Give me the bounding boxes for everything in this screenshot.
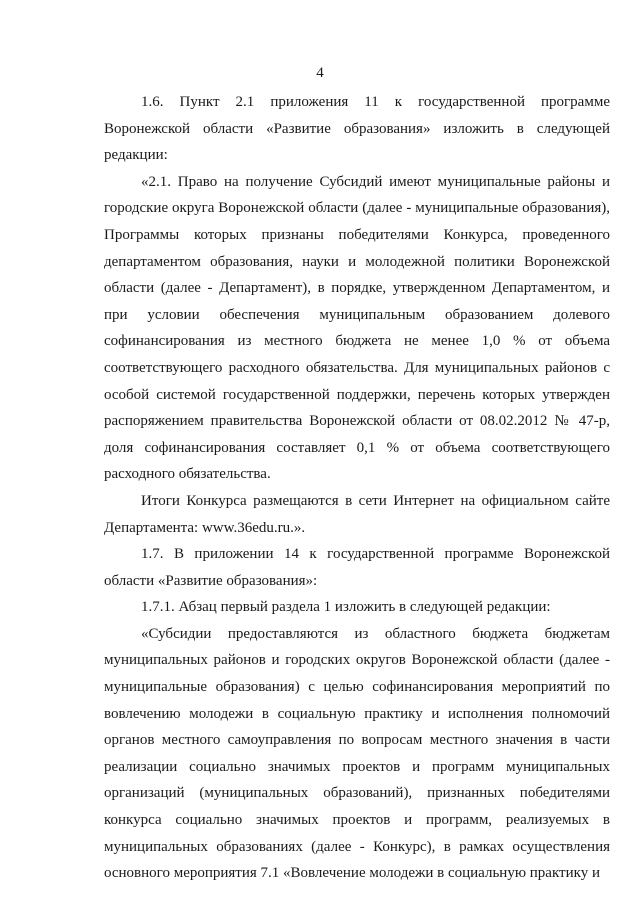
paragraph-1-7-1: 1.7.1. Абзац первый раздела 1 изложить в следующей редакции: — [141, 599, 551, 616]
paragraph-contest-results: Итоги Конкурса размещаются в сети Интернет на официальном сайте Департамента: www.36edu.ru.». — [104, 492, 610, 536]
page-number: 4 — [316, 65, 324, 81]
paragraph-2-1-quote: «2.1. Право на получение Субсидий имеют муниципальные районы и городские округа Воронежской области (далее - муниципальные образования), Программы которых признаны победителями Конкурса, проведенного департаментом образования, науки и молодежной политики Воронежской области (далее - Департамент), в порядке, утвержденном Департаментом, и при условии обеспечения муниципальным образованием долевого софинансирования из местного бюджета не менее 1,0 % от объема соответствующего расходного обязательства. Для муниципальных районов с особой системой государственной поддержки, перечень которых утвержден распоряжением правительства Воронежской области от 08.02.2012 № 47-р, доля софинансирования составляет 0,1 % от объема соответствующего расходного обязательства. — [104, 173, 610, 483]
paragraph-1-6: 1.6. Пункт 2.1 приложения 11 к государственной программе Воронежской области «Развитие образования» изложить в следующей редакции: — [104, 94, 610, 164]
paragraph-1-7: 1.7. В приложении 14 к государственной программе Воронежской области «Развитие образования»: — [104, 546, 610, 589]
document-body — [104, 89, 610, 887]
paragraph-subsidies-quote: «Субсидии предоставляются из областного бюджета бюджетам муниципальных районов и городских округов Воронежской области (далее - муниципальные образования) с целью софинансирования мероприятий по вовлечению молодежи в социальную практику и исполнения полномочий органов местного самоуправления по вопросам местного значения в части реализации социально значимых проектов и программ муниципальных организаций (муниципальных образований), признанных победителями конкурса социально значимых проектов и программ, реализуемых в муниципальных образованиях (далее - Конкурс), в рамках осуществления основного мероприятия 7.1 «Вовлечение молодежи в социальную практику и — [104, 625, 610, 882]
